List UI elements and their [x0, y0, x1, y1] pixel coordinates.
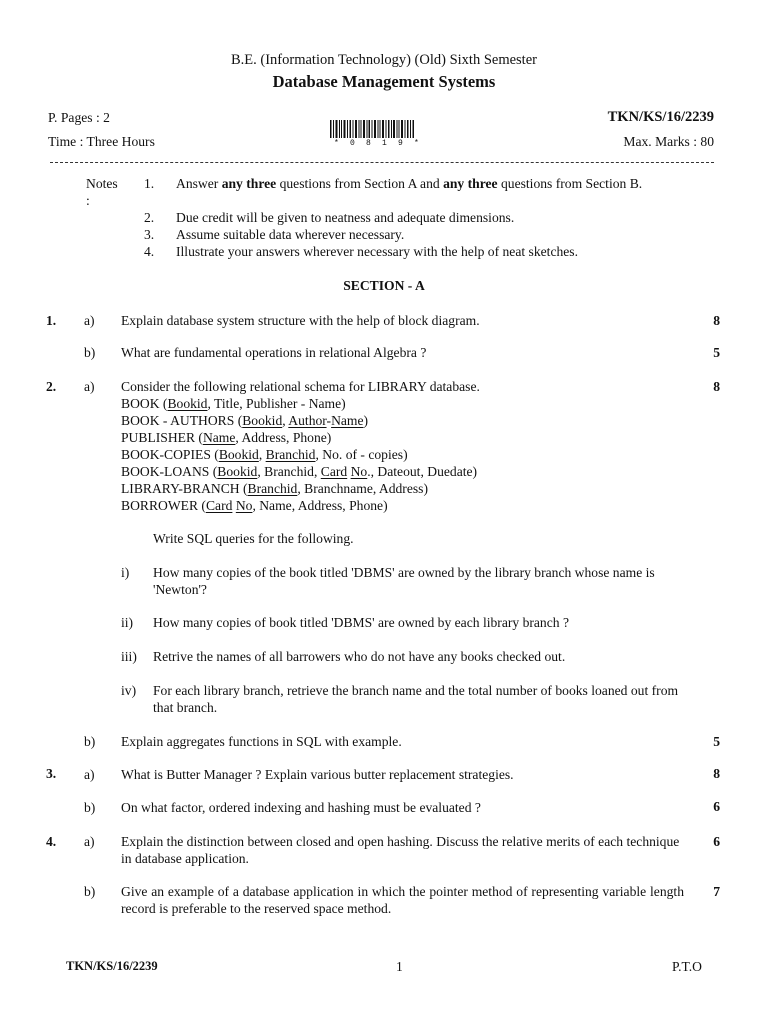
instruction-text: Write SQL queries for the following.	[153, 531, 354, 546]
barcode-number: * 0 8 1 9 *	[334, 139, 423, 148]
question-part: b)	[84, 800, 96, 815]
question-part: a)	[84, 767, 95, 782]
question-text: Explain the distinction between closed and open hashing. Discuss the relative merits of each technique in database application.	[121, 834, 680, 866]
sub-question-number: iv)	[121, 683, 137, 698]
question-marks: 8	[713, 313, 720, 328]
question-marks: 7	[713, 884, 720, 899]
question-text: Give an example of a database application in which the pointer method of representing variable length record is preferable to the reserved space method.	[121, 884, 684, 916]
question-text: What is Butter Manager ? Explain various butter replacement strategies.	[121, 767, 514, 782]
question-marks: 8	[713, 766, 720, 781]
course-title: B.E. (Information Technology) (Old) Sixth Semester	[231, 52, 537, 68]
question-part: a)	[84, 834, 95, 849]
schema-book-authors: BOOK - AUTHORS (Bookid, Author-Name)	[121, 413, 369, 428]
note-text: Due credit will be given to neatness and adequate dimensions.	[176, 210, 515, 225]
question-marks: 5	[713, 734, 720, 749]
question-part: b)	[84, 734, 96, 749]
subject-title: Database Management Systems	[272, 72, 496, 91]
question-marks: 6	[713, 834, 720, 849]
note-number: 3.	[144, 227, 155, 242]
schema-book-loans: BOOK-LOANS (Bookid, Branchid, Card No., Dateout, Duedate)	[121, 464, 478, 479]
question-marks: 8	[713, 379, 720, 394]
sub-question-number: iii)	[121, 649, 137, 664]
time-allowed: Time : Three Hours	[48, 134, 155, 149]
barcode-image	[330, 120, 414, 138]
question-marks: 5	[713, 345, 720, 360]
note-text: Answer any three questions from Section A and any three questions from Section B.	[176, 176, 643, 191]
pto-label: P.T.O	[672, 959, 702, 974]
max-marks: Max. Marks : 80	[623, 134, 714, 149]
paper-code: TKN/KS/16/2239	[607, 109, 714, 125]
sub-question-number: i)	[121, 565, 130, 580]
note-number: 1.	[144, 176, 155, 191]
question-part: a)	[84, 313, 95, 328]
question-text: On what factor, ordered indexing and hashing must be evaluated ?	[121, 800, 481, 815]
footer-code: TKN/KS/16/2239	[66, 959, 158, 973]
schema-book-copies: BOOK-COPIES (Bookid, Branchid, No. of - copies)	[121, 447, 408, 462]
note-text: Illustrate your answers wherever necessary with the help of neat sketches.	[176, 244, 578, 259]
note-number: 2.	[144, 210, 155, 225]
notes-label: Notes :	[86, 176, 118, 208]
question-text: Consider the following relational schema for LIBRARY database.	[121, 379, 480, 394]
question-part: b)	[84, 884, 96, 899]
question-marks: 6	[713, 799, 720, 814]
question-number: 4.	[46, 834, 57, 849]
question-text: What are fundamental operations in relational Algebra ?	[121, 345, 427, 360]
question-number: 2.	[46, 379, 57, 394]
question-text: Explain aggregates functions in SQL with example.	[121, 734, 402, 749]
note-text: Assume suitable data wherever necessary.	[176, 227, 405, 242]
question-text: Explain database system structure with the help of block diagram.	[121, 313, 480, 328]
sub-question-text: How many copies of book titled 'DBMS' are owned by each library branch ?	[153, 615, 569, 630]
note-number: 4.	[144, 244, 155, 259]
question-number: 1.	[46, 313, 57, 328]
question-number: 3.	[46, 766, 57, 781]
page-count: P. Pages : 2	[48, 110, 110, 125]
schema-publisher: PUBLISHER (Name, Address, Phone)	[121, 430, 332, 445]
header-divider	[50, 162, 714, 163]
sub-question-text: For each library branch, retrieve the branch name and the total number of books loaned out from that branch.	[153, 683, 679, 715]
schema-book: BOOK (Bookid, Title, Publisher - Name)	[121, 396, 346, 411]
question-part: b)	[84, 345, 96, 360]
schema-library-branch: LIBRARY-BRANCH (Branchid, Branchname, Address)	[121, 481, 428, 496]
section-heading: SECTION - A	[343, 278, 425, 293]
sub-question-text: How many copies of the book titled 'DBMS' are owned by the library branch whose name is 'Newton'?	[153, 565, 655, 597]
page-number: 1	[396, 959, 403, 974]
sub-question-text: Retrive the names of all barrowers who do not have any books checked out.	[153, 649, 566, 664]
schema-borrower: BORROWER (Card No, Name, Address, Phone)	[121, 498, 388, 513]
question-part: a)	[84, 379, 95, 394]
sub-question-number: ii)	[121, 615, 134, 630]
